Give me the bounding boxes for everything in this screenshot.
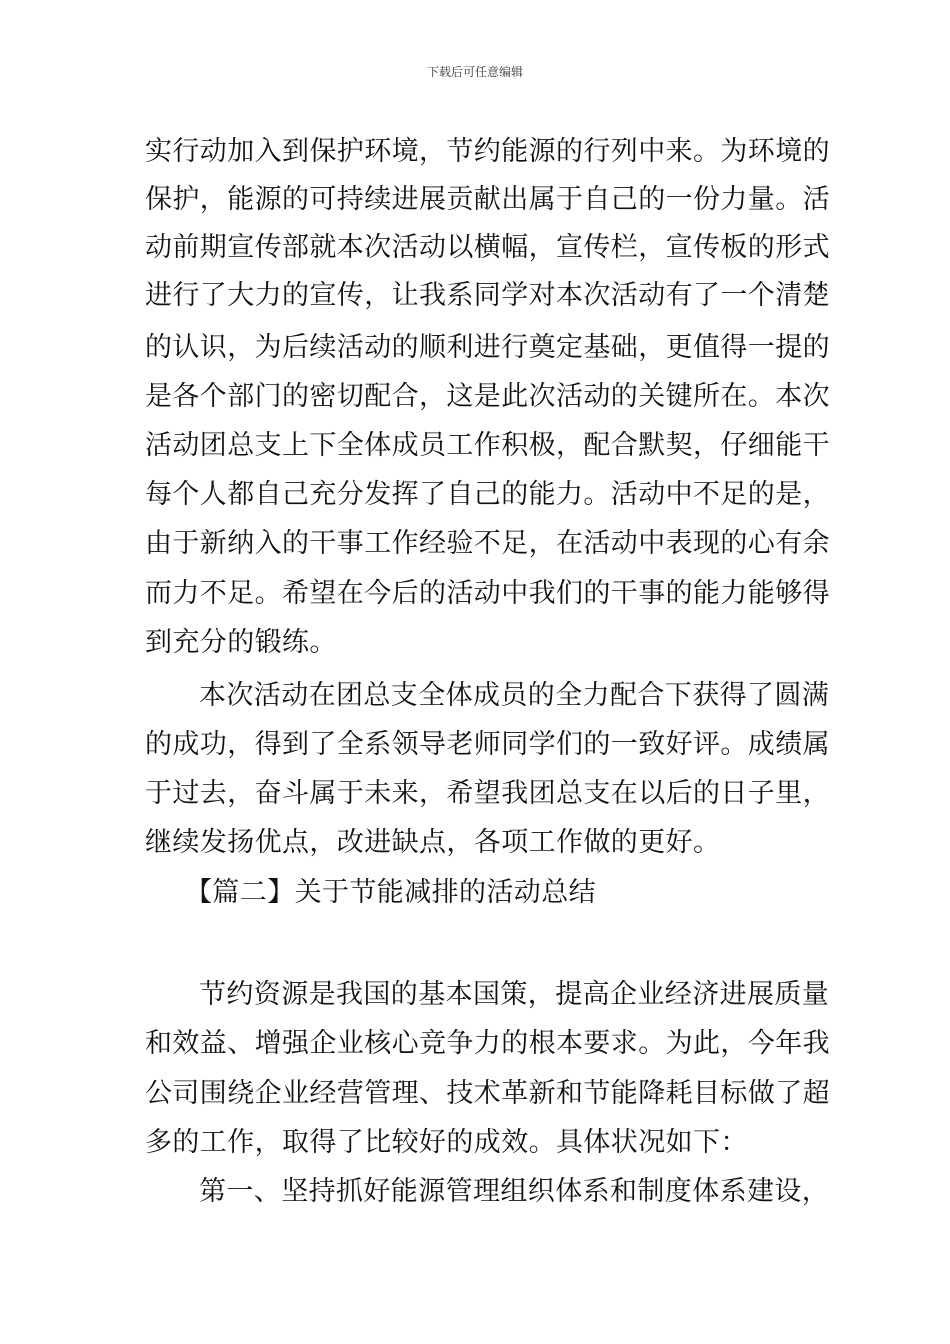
section-heading: 【篇二】关于节能减排的活动总结 [185, 877, 596, 908]
text-line-5: 的认识，为后续活动的顺利进行奠定基础，更值得一提的 [145, 332, 830, 363]
text-line-20: 多的工作，取得了比较好的成效。具体状况如下： [145, 1127, 748, 1158]
text-line-19: 公司围绕企业经营管理、技术革新和节能降耗目标做了超 [145, 1078, 830, 1109]
text-line-10: 而力不足。希望在今后的活动中我们的干事的能力能够得 [145, 578, 830, 609]
text-line-15: 继续发扬优点，改进缺点，各项工作做的更好。 [145, 827, 721, 858]
paragraph-2-first-line: 本次活动在团总支全体成员的全力配合下获得了圆满 [199, 680, 830, 711]
text-line-8: 每个人都自己充分发挥了自己的能力。活动中不足的是， [145, 479, 830, 510]
text-line-11: 到充分的锻练。 [145, 627, 337, 658]
text-line-18: 和效益、增强企业核心竞争力的根本要求。为此，今年我 [145, 1028, 830, 1059]
paragraph-3-first-line: 节约资源是我国的基本国策，提高企业经济进展质量 [199, 979, 830, 1010]
text-line-6: 是各个部门的密切配合，这是此次活动的关键所在。本次 [145, 381, 830, 412]
text-line-9: 由于新纳入的干事工作经验不足，在活动中表现的心有余 [145, 528, 830, 559]
paragraph-4-first-line: 第一、坚持抓好能源管理组织体系和制度体系建设， [199, 1176, 830, 1207]
text-line-13: 的成功，得到了全系领导老师同学们的一致好评。成绩属 [145, 729, 830, 760]
text-line-3: 动前期宣传部就本次活动以横幅，宣传栏，宣传板的形式 [145, 232, 830, 263]
text-line-4: 进行了大力的宣传，让我系同学对本次活动有了一个清楚 [145, 280, 830, 311]
text-line-1: 实行动加入到保护环境，节约能源的行列中来。为环境的 [145, 136, 830, 167]
text-line-2: 保护，能源的可持续进展贡献出属于自己的一份力量。活 [145, 184, 830, 215]
text-line-14: 于过去，奋斗属于未来，希望我团总支在以后的日子里， [145, 778, 830, 809]
text-line-7: 活动团总支上下全体成员工作积极，配合默契，仔细能干 [145, 430, 830, 461]
page-header-note: 下载后可任意编辑 [426, 65, 523, 79]
